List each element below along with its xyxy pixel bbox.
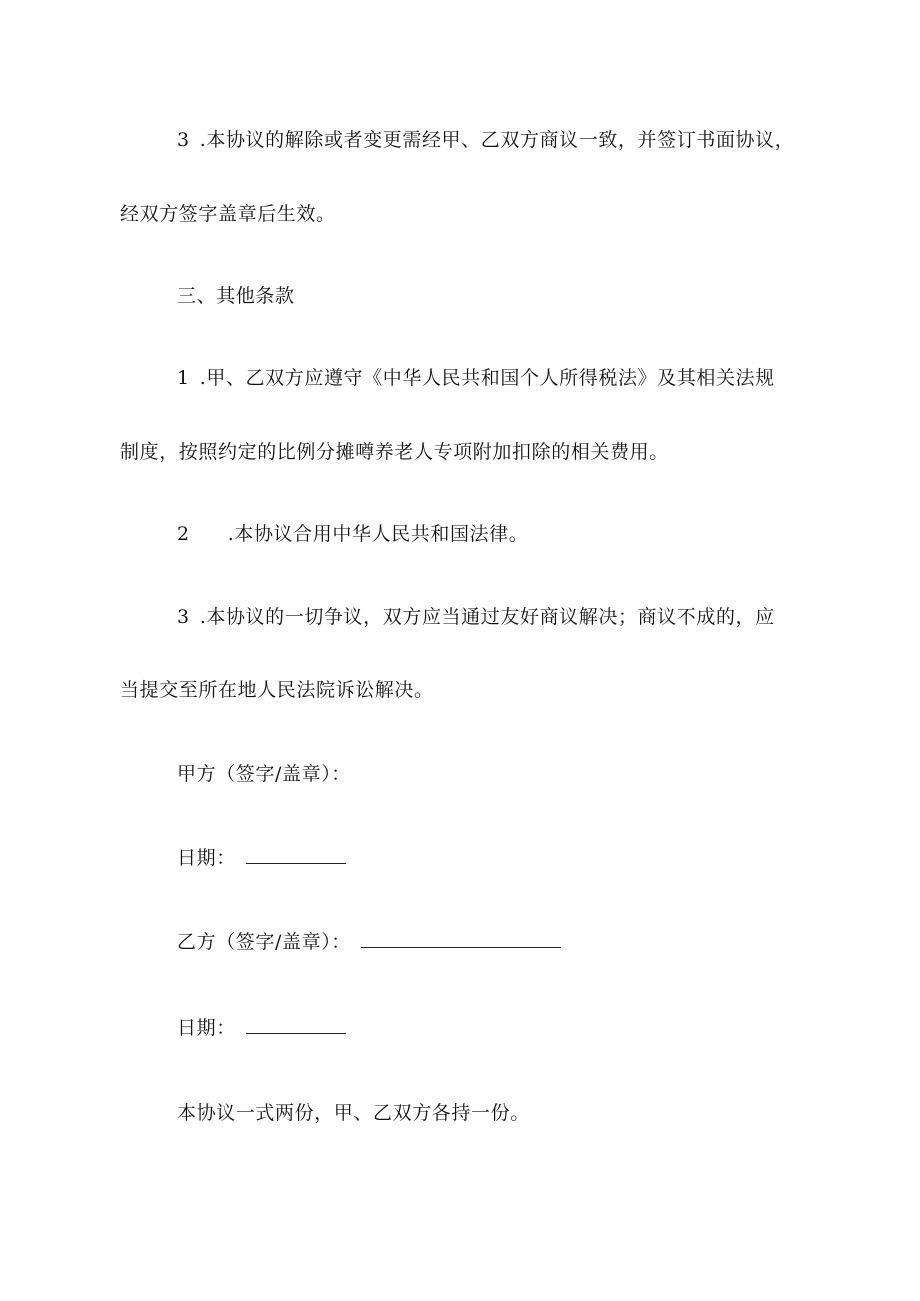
signature-label: 乙方（签字/盖章）： [177,931,351,953]
party-a-date [177,846,346,870]
date-label: 日期： [177,1017,236,1039]
clause-3-3-line-2: 当提交至所在地人民法院诉讼解决。 [120,679,434,701]
date-blank-line [246,1017,346,1034]
clause-text: .甲、乙双方应遵守《中华人民共和国个人所得税法》及其相关法规 [199,367,775,389]
clause-number: 2 [177,523,190,545]
clause-text: .本协议的解除或者变更需经甲、乙双方商议一致，并签订书面协议， [199,129,795,151]
party-a-signature: 甲方（签字/盖章）： [177,763,351,785]
party-b-date [177,1016,346,1040]
clause-3-1-line-2: 制度，按照约定的比例分摊噂养老人专项附加扣除的相关费用。 [120,441,669,463]
clause-text: .本协议的一切争议，双方应当通过友好商议解决；商议不成的，应 [199,606,775,628]
date-blank-line [246,847,346,864]
signature-blank-line [361,931,561,948]
clause-3-3-line-1 [177,605,775,629]
date-label: 日期： [177,847,236,869]
clause-2-3-line-1 [177,128,794,152]
clause-3-2 [177,522,528,546]
party-b-signature [177,930,561,954]
section-3-heading: 三、其他条款 [177,285,295,307]
clause-3-1-line-1 [177,366,775,390]
clause-number: 3 [177,606,190,628]
clause-2-3-line-2: 经双方签字盖章后生效。 [120,203,336,225]
closing-statement: 本协议一式两份，甲、乙双方各持一份。 [177,1102,530,1124]
clause-number: 3 [177,129,190,151]
clause-text: .本协议合用中华人民共和国法律。 [227,523,529,545]
clause-number: 1 [177,367,190,389]
